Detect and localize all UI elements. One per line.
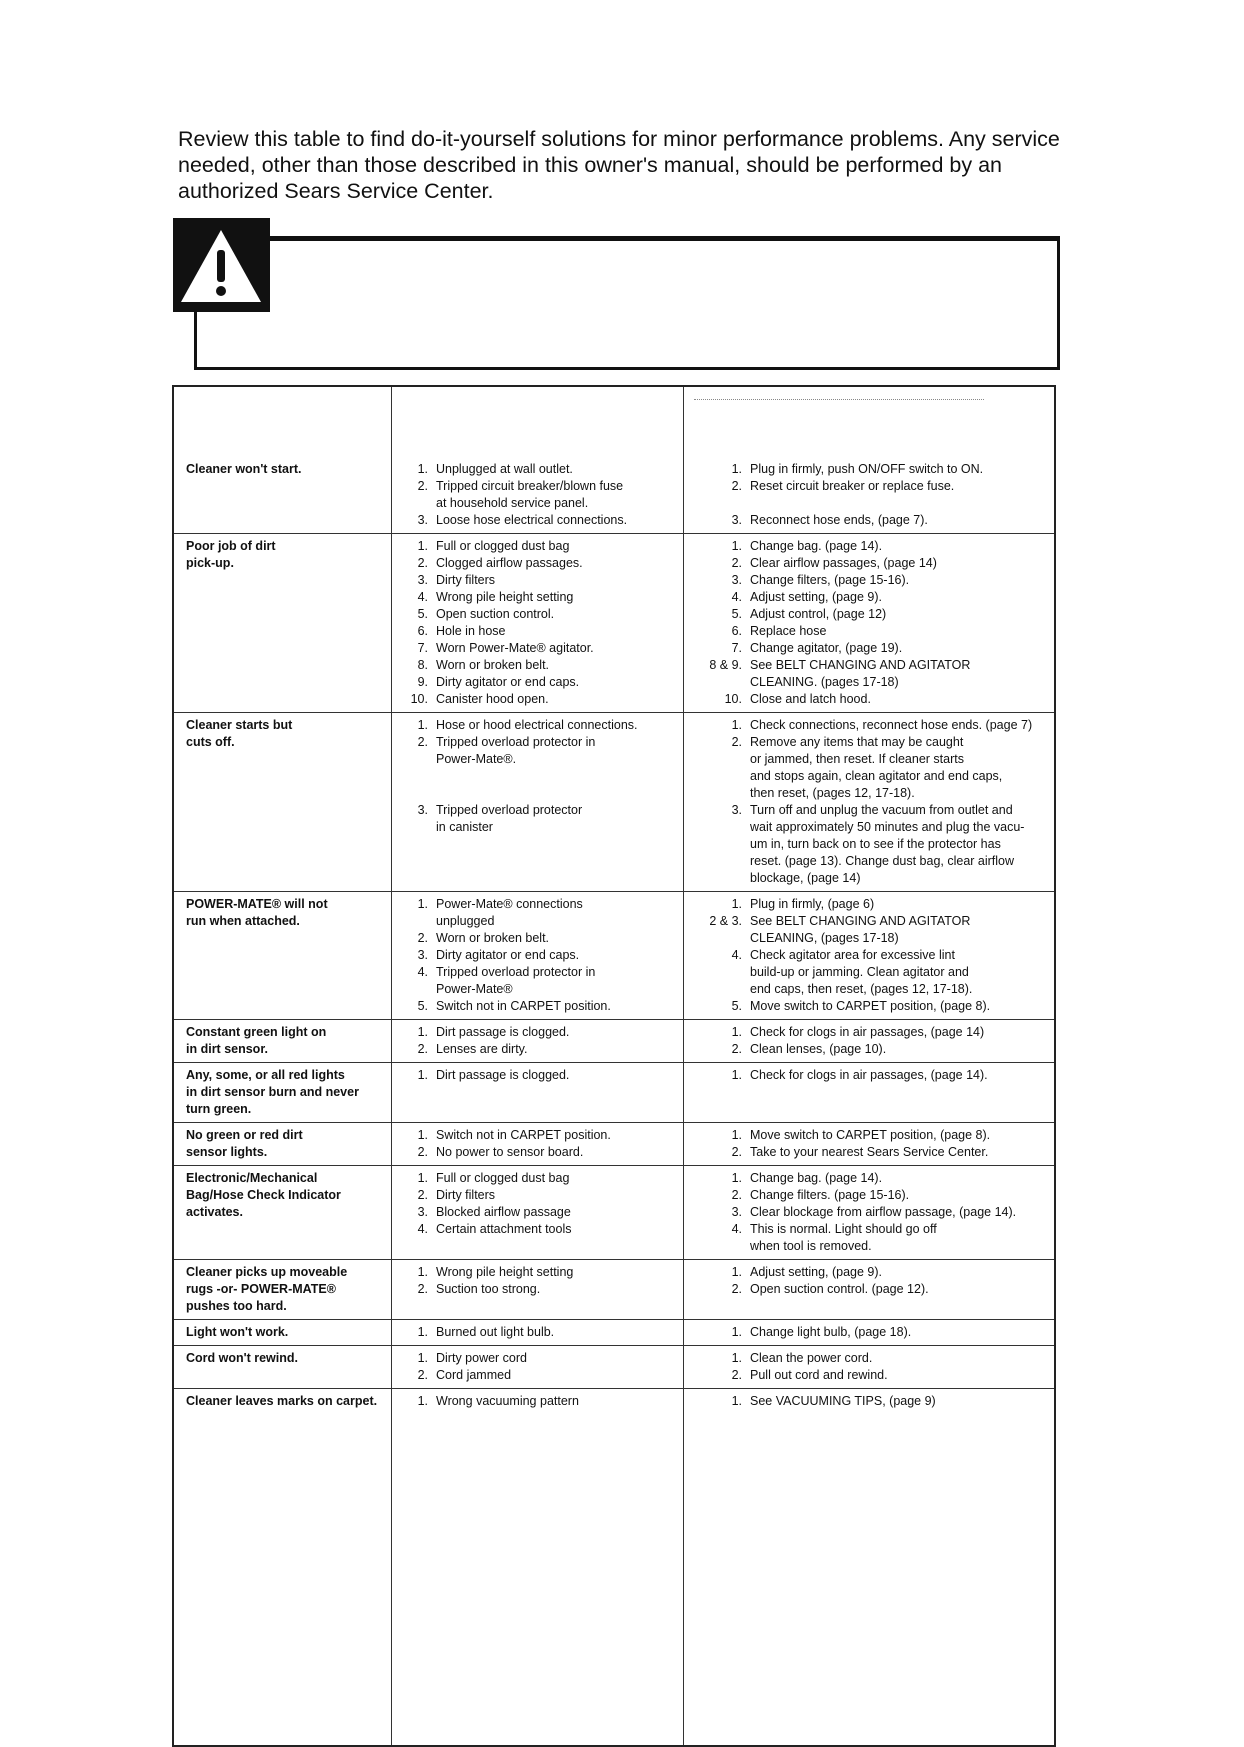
solution-text: Clear airflow passages, (page 14) — [750, 556, 937, 570]
cause-item — [406, 572, 680, 589]
cause-number: 1. — [417, 1325, 428, 1339]
table-body — [174, 457, 1054, 1414]
problem-text: No green or red dirt sensor lights. — [186, 1128, 303, 1159]
cause-cell — [392, 1123, 684, 1165]
cause-text: Hose or hood electrical connections. — [436, 718, 638, 732]
solution-item — [694, 1127, 1052, 1144]
cause-item — [406, 1221, 680, 1238]
solution-number: 1. — [731, 539, 742, 553]
problem-cell — [174, 1063, 392, 1122]
cause-number: 3. — [417, 1205, 428, 1219]
table-row — [174, 1166, 1054, 1260]
problem-cell — [174, 1166, 392, 1259]
cause-number: 9. — [417, 675, 428, 689]
table-row — [174, 892, 1054, 1020]
cause-number: 2. — [417, 735, 428, 749]
problem-text: Cleaner starts but cuts off. — [186, 718, 293, 749]
cause-text: Switch not in CARPET position. — [436, 1128, 611, 1142]
solution-number: 5. — [731, 999, 742, 1013]
table-row — [174, 1063, 1054, 1123]
solution-number: 2. — [731, 735, 742, 749]
cause-item — [406, 1281, 680, 1298]
cause-item — [406, 1170, 680, 1187]
table-row — [174, 713, 1054, 892]
solution-text: Check connections, reconnect hose ends. (page 7) — [750, 718, 1033, 732]
cause-item — [406, 930, 680, 947]
cause-number: 2. — [417, 931, 428, 945]
cause-item — [406, 589, 680, 606]
solution-cell — [684, 1020, 1054, 1062]
solution-text: See BELT CHANGING AND AGITATOR CLEANING. (pages 17-18) — [750, 658, 971, 689]
cause-text: Wrong pile height setting — [436, 1265, 574, 1279]
problem-text: Electronic/Mechanical Bag/Hose Check Indicator activates. — [186, 1171, 341, 1219]
solution-item — [694, 1281, 1052, 1298]
cause-text: Dirty agitator or end caps. — [436, 948, 580, 962]
solution-cell — [684, 1260, 1054, 1319]
cause-item — [406, 623, 680, 640]
solution-cell — [684, 457, 1054, 533]
solution-text: Adjust setting, (page 9). — [750, 1265, 883, 1279]
cause-cell — [392, 1166, 684, 1259]
cause-text: Worn or broken belt. — [436, 931, 550, 945]
cause-item — [406, 1144, 680, 1161]
solution-number: 1. — [731, 718, 742, 732]
solution-number: 2. — [731, 556, 742, 570]
solution-text: Change filters, (page 15-16). — [750, 573, 910, 587]
cause-item — [406, 640, 680, 657]
problem-cell — [174, 1320, 392, 1345]
solution-text: Change light bulb, (page 18). — [750, 1325, 912, 1339]
cause-item — [406, 1067, 680, 1084]
solution-cell — [684, 892, 1054, 1019]
cause-text: Dirt passage is clogged. — [436, 1025, 570, 1039]
cause-item — [406, 998, 680, 1015]
cause-text: Dirty filters — [436, 573, 496, 587]
solution-number: 6. — [731, 624, 742, 638]
solution-cell — [684, 1320, 1054, 1345]
cause-text: Wrong vacuuming pattern — [436, 1394, 579, 1408]
solution-number: 3. — [731, 1205, 742, 1219]
solution-item — [694, 495, 1052, 512]
solution-item — [694, 1067, 1052, 1084]
solution-item — [694, 538, 1052, 555]
solution-number: 1. — [731, 1025, 742, 1039]
solution-number: 1. — [731, 1068, 742, 1082]
cause-text: Burned out light bulb. — [436, 1325, 555, 1339]
cause-cell — [392, 457, 684, 533]
solution-number: 1. — [731, 1325, 742, 1339]
solution-number: 4. — [731, 1222, 742, 1236]
cause-item — [406, 1264, 680, 1281]
cause-number: 8. — [417, 658, 428, 672]
cause-text: Switch not in CARPET position. — [436, 999, 611, 1013]
warning-box — [194, 236, 1060, 370]
solution-item — [694, 623, 1052, 640]
cause-item — [406, 768, 680, 802]
solution-number: 1. — [731, 1265, 742, 1279]
solution-cell — [684, 534, 1054, 712]
cause-number: 2. — [417, 1188, 428, 1202]
solution-text: Clean lenses, (page 10). — [750, 1042, 887, 1056]
cause-cell — [392, 1260, 684, 1319]
solution-item — [694, 1221, 1052, 1255]
solution-text: See VACUUMING TIPS, (page 9) — [750, 1394, 936, 1408]
solution-text: Change filters. (page 15-16). — [750, 1188, 910, 1202]
solution-text: Turn off and unplug the vacuum from outlet and wait approximately 50 minutes and plug the vacu- um in, turn back on to see if the protector has reset. (page 13). Change dust bag, clear airflow blockage, (page 14) — [750, 803, 1025, 885]
cause-cell — [392, 713, 684, 891]
solution-cell — [684, 1346, 1054, 1388]
solution-text — [750, 495, 753, 512]
cause-item — [406, 1367, 680, 1384]
solution-text: Replace hose — [750, 624, 827, 638]
problem-cell — [174, 1020, 392, 1062]
cause-number: 1. — [417, 1351, 428, 1365]
solution-number: 2. — [731, 1282, 742, 1296]
cause-item — [406, 1393, 680, 1410]
cause-text: Wrong pile height setting — [436, 590, 574, 604]
solution-number: 2 & 3. — [709, 914, 742, 928]
cause-number: 2. — [417, 1042, 428, 1056]
table-row — [174, 1389, 1054, 1414]
solution-text: Open suction control. (page 12). — [750, 1282, 929, 1296]
table-row — [174, 1346, 1054, 1389]
problem-text: Cleaner won't start. — [186, 462, 302, 476]
solution-number: 1. — [731, 1351, 742, 1365]
cause-number: 4. — [417, 965, 428, 979]
cause-number: 3. — [417, 573, 428, 587]
solution-text: Plug in firmly, (page 6) — [750, 897, 875, 911]
problem-text: Cord won't rewind. — [186, 1351, 298, 1365]
solution-text: Check for clogs in air passages, (page 14) — [750, 1025, 985, 1039]
solution-cell — [684, 1063, 1054, 1122]
solution-item — [694, 1393, 1052, 1410]
cause-text: Tripped overload protector in canister — [436, 803, 583, 834]
solution-text: Adjust setting, (page 9). — [750, 590, 883, 604]
solution-item — [694, 1367, 1052, 1384]
solution-item — [694, 717, 1052, 734]
cause-text: Certain attachment tools — [436, 1222, 572, 1236]
cause-item — [406, 717, 680, 734]
cause-item — [406, 1187, 680, 1204]
solution-number: 1. — [731, 1394, 742, 1408]
cause-number: 2. — [417, 1282, 428, 1296]
cause-item — [406, 478, 680, 512]
solution-text: Check for clogs in air passages, (page 14). — [750, 1068, 988, 1082]
solution-number: 1. — [731, 1171, 742, 1185]
cause-text: Cord jammed — [436, 1368, 512, 1382]
solution-item — [694, 913, 1052, 947]
solution-text: This is normal. Light should go off when tool is removed. — [750, 1222, 937, 1253]
cause-number: 2. — [417, 1368, 428, 1382]
cause-item — [406, 606, 680, 623]
solution-item — [694, 640, 1052, 657]
solution-item — [694, 1170, 1052, 1187]
cause-text: Dirty agitator or end caps. — [436, 675, 580, 689]
cause-item — [406, 802, 680, 836]
problem-cell — [174, 1346, 392, 1388]
cause-item — [406, 461, 680, 478]
cause-text: Worn or broken belt. — [436, 658, 550, 672]
problem-cell — [174, 457, 392, 533]
solution-item — [694, 998, 1052, 1015]
solution-text: Close and latch hood. — [750, 692, 871, 706]
cause-text: Hole in hose — [436, 624, 506, 638]
table-header-row — [174, 387, 1054, 457]
solution-item — [694, 947, 1052, 998]
table-row — [174, 1123, 1054, 1166]
cause-text: Dirt passage is clogged. — [436, 1068, 570, 1082]
solution-number: 1. — [731, 897, 742, 911]
cause-cell — [392, 1063, 684, 1122]
solution-text: Change bag. (page 14). — [750, 539, 883, 553]
solution-text: Remove any items that may be caught or jammed, then reset. If cleaner starts and stops again, clean agitator and end caps, then reset, (pages 12, 17-18). — [750, 735, 1003, 800]
cause-number: 2. — [417, 479, 428, 493]
cause-text: Tripped overload protector in Power-Mate®. — [436, 735, 596, 766]
cause-text: Suction too strong. — [436, 1282, 541, 1296]
solution-number: 2. — [731, 1145, 742, 1159]
solution-cell — [684, 1389, 1054, 1414]
solution-item — [694, 896, 1052, 913]
cause-text: Tripped circuit breaker/blown fuse at household service panel. — [436, 479, 624, 510]
solution-number: 8 & 9. — [709, 658, 742, 672]
solution-item — [694, 1144, 1052, 1161]
cause-number: 1. — [417, 539, 428, 553]
cause-text: Canister hood open. — [436, 692, 549, 706]
solution-text: Take to your nearest Sears Service Center. — [750, 1145, 989, 1159]
problem-text: POWER-MATE® will not run when attached. — [186, 897, 328, 928]
cause-number: 1. — [417, 1025, 428, 1039]
table-row — [174, 1260, 1054, 1320]
cause-cell — [392, 1389, 684, 1414]
table-row — [174, 534, 1054, 713]
cause-text: Lenses are dirty. — [436, 1042, 528, 1056]
problem-cell — [174, 713, 392, 891]
cause-item — [406, 734, 680, 768]
cause-number: 5. — [417, 607, 428, 621]
solution-number: 4. — [731, 590, 742, 604]
solution-item — [694, 572, 1052, 589]
cause-cell — [392, 534, 684, 712]
cause-text: Full or clogged dust bag — [436, 1171, 570, 1185]
table-row — [174, 1020, 1054, 1063]
solution-number: 2. — [731, 1368, 742, 1382]
intro-text: Review this table to find do-it-yourself solutions for minor performance problems. Any service needed, other than those described in this owner's manual, should be performed by an authorized Sears Service Center. — [178, 127, 1060, 203]
cause-item — [406, 512, 680, 529]
solution-number: 4. — [731, 948, 742, 962]
cause-number: 1. — [417, 897, 428, 911]
problem-text: Cleaner leaves marks on carpet. — [186, 1394, 378, 1408]
solution-text: Plug in firmly, push ON/OFF switch to ON. — [750, 462, 984, 476]
solution-number: 3. — [731, 573, 742, 587]
solution-text: Pull out cord and rewind. — [750, 1368, 888, 1382]
cause-item — [406, 1024, 680, 1041]
solution-item — [694, 589, 1052, 606]
cause-text: Worn Power-Mate® agitator. — [436, 641, 594, 655]
solution-number: 2. — [731, 1188, 742, 1202]
cause-number: 4. — [417, 1222, 428, 1236]
solution-item — [694, 555, 1052, 572]
problem-cell — [174, 1260, 392, 1319]
table-row — [174, 1320, 1054, 1346]
cause-item — [406, 691, 680, 708]
cause-number: 3. — [417, 948, 428, 962]
cause-number: 3. — [417, 803, 428, 817]
solution-number: 1. — [731, 462, 742, 476]
solution-item — [694, 691, 1052, 708]
troubleshooting-table — [172, 385, 1056, 1747]
cause-text: Unplugged at wall outlet. — [436, 462, 573, 476]
solution-text: Move switch to CARPET position, (page 8). — [750, 1128, 991, 1142]
cause-item — [406, 1204, 680, 1221]
cause-cell — [392, 1320, 684, 1345]
cause-number: 1. — [417, 718, 428, 732]
solution-item — [694, 478, 1052, 495]
cause-item — [406, 674, 680, 691]
problem-text: Poor job of dirt pick-up. — [186, 539, 276, 570]
solution-text: See BELT CHANGING AND AGITATOR CLEANING, (pages 17-18) — [750, 914, 971, 945]
cause-item — [406, 1324, 680, 1341]
cause-cell — [392, 892, 684, 1019]
cause-number: 6. — [417, 624, 428, 638]
solution-text: Check agitator area for excessive lint build-up or jamming. Clean agitator and end caps, then reset, (pages 12, 17-18). — [750, 948, 973, 996]
cause-number: 1. — [417, 1128, 428, 1142]
cause-text: Dirty filters — [436, 1188, 496, 1202]
cause-text: Power-Mate® connections unplugged — [436, 897, 583, 928]
solution-text: Move switch to CARPET position, (page 8). — [750, 999, 991, 1013]
cause-number: 1. — [417, 1171, 428, 1185]
cause-item — [406, 964, 680, 998]
solution-text: Clear blockage from airflow passage, (page 14). — [750, 1205, 1017, 1219]
solution-text: Reset circuit breaker or replace fuse. — [750, 479, 955, 493]
solution-number — [694, 495, 750, 512]
cause-number: 10. — [410, 692, 428, 706]
solution-cell — [684, 1166, 1054, 1259]
solution-cell — [684, 713, 1054, 891]
solution-text: Change bag. (page 14). — [750, 1171, 883, 1185]
cause-text: Open suction control. — [436, 607, 555, 621]
solution-number: 1. — [731, 1128, 742, 1142]
solution-number: 2. — [731, 479, 742, 493]
solution-cell — [684, 1123, 1054, 1165]
solution-item — [694, 1024, 1052, 1041]
cause-item — [406, 896, 680, 930]
solution-item — [694, 1041, 1052, 1058]
solution-number: 10. — [724, 692, 742, 706]
cause-text: Loose hose electrical connections. — [436, 513, 628, 527]
problem-cell — [174, 534, 392, 712]
cause-number: 5. — [417, 999, 428, 1013]
solution-item — [694, 1204, 1052, 1221]
cause-item — [406, 657, 680, 674]
cause-text: Full or clogged dust bag — [436, 539, 570, 553]
cause-number: 1. — [417, 1265, 428, 1279]
cause-text: Blocked airflow passage — [436, 1205, 571, 1219]
solution-item — [694, 657, 1052, 691]
warning-triangle-icon — [173, 218, 270, 312]
cause-number: 1. — [417, 1068, 428, 1082]
table-row — [174, 457, 1054, 534]
cause-item — [406, 947, 680, 964]
solution-number: 5. — [731, 607, 742, 621]
problem-cell — [174, 1389, 392, 1414]
cause-item — [406, 1127, 680, 1144]
solution-text: Clean the power cord. — [750, 1351, 873, 1365]
problem-cell — [174, 1123, 392, 1165]
solution-text: Change agitator, (page 19). — [750, 641, 903, 655]
problem-cell — [174, 892, 392, 1019]
cause-text: No power to sensor board. — [436, 1145, 584, 1159]
problem-text: Light won't work. — [186, 1325, 289, 1339]
solution-number: 2. — [731, 1042, 742, 1056]
cause-cell — [392, 1346, 684, 1388]
cause-number — [406, 768, 436, 802]
solution-number: 3. — [731, 803, 742, 817]
problem-text: Cleaner picks up moveable rugs -or- POWER-MATE® pushes too hard. — [186, 1265, 348, 1313]
solution-item — [694, 512, 1052, 529]
solution-item — [694, 802, 1052, 887]
cause-item — [406, 538, 680, 555]
solution-item — [694, 606, 1052, 623]
cause-cell — [392, 1020, 684, 1062]
problem-text: Constant green light on in dirt sensor. — [186, 1025, 327, 1056]
cause-text: Dirty power cord — [436, 1351, 527, 1365]
cause-number: 2. — [417, 1145, 428, 1159]
cause-text: Clogged airflow passages. — [436, 556, 583, 570]
solution-item — [694, 1187, 1052, 1204]
cause-item — [406, 1350, 680, 1367]
cause-number: 4. — [417, 590, 428, 604]
solution-item — [694, 1264, 1052, 1281]
cause-number: 3. — [417, 513, 428, 527]
cause-number: 1. — [417, 1394, 428, 1408]
cause-number: 7. — [417, 641, 428, 655]
solution-item — [694, 1350, 1052, 1367]
solution-item — [694, 734, 1052, 802]
solution-item — [694, 1324, 1052, 1341]
cause-text: Tripped overload protector in Power-Mate® — [436, 965, 596, 996]
solution-number: 3. — [731, 513, 742, 527]
solution-text: Adjust control, (page 12) — [750, 607, 887, 621]
cause-item — [406, 555, 680, 572]
cause-number: 1. — [417, 462, 428, 476]
cause-number: 2. — [417, 556, 428, 570]
solution-item — [694, 461, 1052, 478]
solution-text: Reconnect hose ends, (page 7). — [750, 513, 928, 527]
solution-number: 7. — [731, 641, 742, 655]
problem-text: Any, some, or all red lights in dirt sensor burn and never turn green. — [186, 1068, 359, 1116]
cause-item — [406, 1041, 680, 1058]
